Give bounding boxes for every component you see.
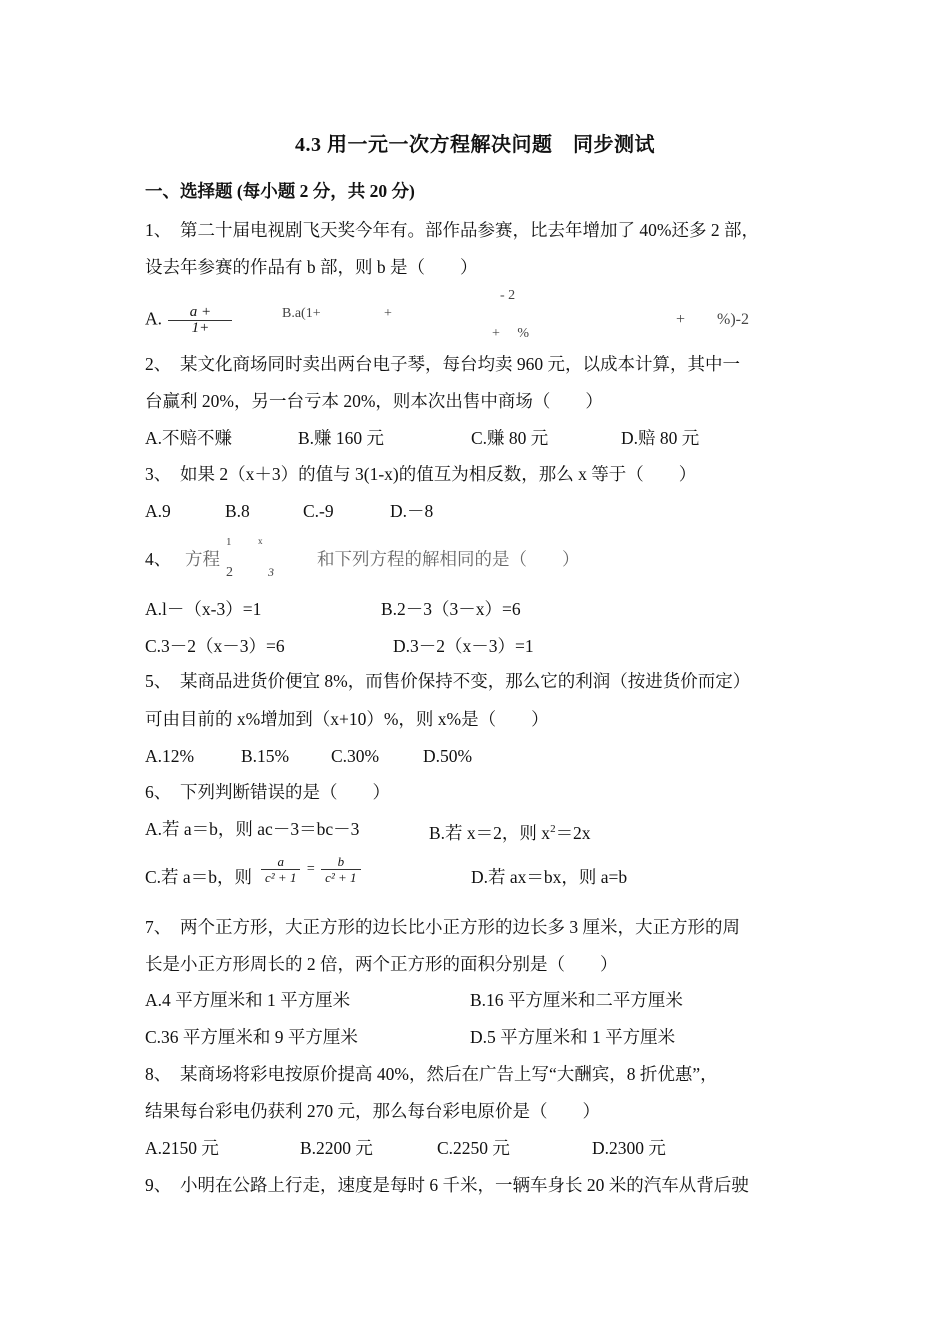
- q6-options-row1: [145, 818, 845, 843]
- q5-option-c: C.30%: [331, 746, 380, 766]
- q1-option-d-fragment: + %)-2: [676, 311, 750, 328]
- q8-line2: 结果每台彩电仍获利 270 元，那么每台彩电原价是（ ）: [145, 1101, 600, 1121]
- q6-frac-b-num: b: [337, 854, 345, 869]
- q6-frac-a-den: c² + 1: [261, 869, 300, 885]
- q6-option-a: A.若 a＝b，则 ac－3＝bc－3: [145, 819, 360, 839]
- q8-line1: 8、 某商场将彩电按原价提高 40%，然后在广告上写“大酬宾，8 折优惠”，: [145, 1064, 718, 1084]
- q6-frac-b-den: c² + 1: [321, 869, 360, 885]
- q3-options: [145, 500, 845, 522]
- q6-option-b-pre: B.若 x＝2，则 x: [429, 822, 551, 843]
- q6-option-c-pre: C.若 a＝b，则: [145, 867, 252, 887]
- q1-option-a-num: a +: [189, 304, 212, 320]
- q7-option-b: B.16 平方厘米和二平方厘米: [470, 990, 683, 1010]
- q5-line1: 5、 某商品进货价便宜 8%，而售价保持不变，那么它的利润（按进货价而定）: [145, 671, 751, 691]
- q4-frac-two: 2: [226, 565, 233, 580]
- q7-option-a: A.4 平方厘米和 1 平方厘米: [145, 990, 351, 1010]
- q7-options-row2: [145, 1026, 845, 1048]
- q2-options: [145, 427, 845, 449]
- q4-number: 4、: [145, 549, 172, 569]
- q7-line2: 长是小正方形周长的 2 倍，两个正方形的面积分别是（ ）: [145, 954, 618, 974]
- q1-option-a-fraction: [168, 305, 232, 336]
- q4-word: 方程: [185, 549, 220, 569]
- q1-option-a: [145, 305, 234, 336]
- q9-line1: 9、 小明在公路上行走，速度是每时 6 千米，一辆车身长 20 米的汽车从背后驶: [145, 1175, 749, 1195]
- q6-option-c-math: [259, 854, 363, 885]
- q1-minus-fragment: - 2: [500, 288, 516, 303]
- q4-option-a: A.l－（x-3）=1: [145, 599, 262, 619]
- q6-options-row2: [145, 856, 845, 900]
- q4-option-b: B.2－3（3－x）=6: [381, 599, 521, 619]
- q6-option-b-sup: 2: [550, 823, 556, 835]
- q8-options: [145, 1137, 845, 1159]
- q4-frac-one: 1: [226, 536, 232, 548]
- q6-frac-equals: =: [306, 861, 315, 877]
- q2-option-b: B.赚 160 元: [298, 428, 385, 448]
- q8-option-a: A.2150 元: [145, 1138, 219, 1158]
- q3-option-c: C.-9: [303, 501, 334, 521]
- q1-option-a-label: A.: [145, 308, 163, 329]
- q7-option-c: C.36 平方厘米和 9 平方厘米: [145, 1027, 358, 1047]
- q4-option-d: D.3－2（x－3）=1: [393, 636, 534, 656]
- q6-option-b: [429, 818, 591, 844]
- q6-frac-a-num: a: [277, 854, 284, 869]
- q4-frac-x: x: [258, 536, 263, 546]
- page-title: 4.3 用一元一次方程解决问题 同步测试: [295, 134, 655, 156]
- q1-option-b-fragment: B.a(1+: [282, 306, 321, 321]
- q5-option-d: D.50%: [423, 746, 473, 766]
- q4-options-row2: [145, 635, 845, 657]
- q8-option-b: B.2200 元: [300, 1138, 373, 1158]
- q2-line2: 台赢利 20%，另一台亏本 20%，则本次出售中商场（ ）: [145, 391, 603, 411]
- q3-line1: 3、 如果 2（x＋3）的值与 3(1-x)的值互为相反数，那么 x 等于（ ）: [145, 464, 697, 484]
- q6-option-d: D.若 ax＝bx，则 a=b: [471, 867, 628, 887]
- q4-option-c: C.3－2（x－3）=6: [145, 636, 285, 656]
- q8-option-d: D.2300 元: [592, 1138, 666, 1158]
- q5-line2: 可由目前的 x%增加到（x+10）%，则 x%是（ ）: [145, 709, 549, 729]
- q6-line1: 6、 下列判断错误的是（ ）: [145, 782, 390, 802]
- q2-option-d: D.赔 80 元: [621, 428, 700, 448]
- q5-option-b: B.15%: [241, 746, 290, 766]
- q5-options: [145, 745, 845, 767]
- q2-option-c: C.赚 80 元: [471, 428, 549, 448]
- q4-line1: [145, 548, 845, 578]
- q4-rest: 和下列方程的解相同的是（ ）: [317, 549, 580, 569]
- q6-option-c: [145, 866, 252, 888]
- q2-line1: 2、 某文化商场同时卖出两台电子琴，每台均卖 960 元，以成本计算，其中一: [145, 354, 740, 374]
- q3-option-b: B.8: [225, 501, 250, 521]
- q6-option-b-post: ＝2x: [555, 822, 591, 843]
- q4-frac-three: 3: [268, 565, 274, 579]
- q7-options-row1: [145, 989, 845, 1011]
- q1-percent-fragment: + %: [492, 326, 530, 341]
- q7-line1: 7、 两个正方形，大正方形的边长比小正方形的边长多 3 厘米，大正方形的周: [145, 917, 740, 937]
- q1-plus-fragment: +: [384, 306, 392, 321]
- q3-option-d: D.－8: [390, 501, 434, 521]
- q1-option-a-den: 1+: [168, 320, 232, 336]
- q4-options-row1: [145, 598, 845, 620]
- q8-option-c: C.2250 元: [437, 1138, 510, 1158]
- section-heading: 一、选择题 (每小题 2 分，共 20 分): [145, 181, 415, 201]
- q3-option-a: A.9: [145, 501, 171, 521]
- q1-line1: 1、 第二十届电视剧飞天奖今年有。部作品参赛，比去年增加了 40%还多 2 部，: [145, 220, 759, 240]
- q2-option-a: A.不赔不赚: [145, 428, 233, 448]
- q7-option-d: D.5 平方厘米和 1 平方厘米: [470, 1027, 676, 1047]
- q5-option-a: A.12%: [145, 746, 195, 766]
- q6-frac-a: [261, 854, 300, 885]
- q1-line2: 设去年参赛的作品有 b 部，则 b 是（ ）: [145, 257, 478, 277]
- q6-frac-b: [321, 854, 360, 885]
